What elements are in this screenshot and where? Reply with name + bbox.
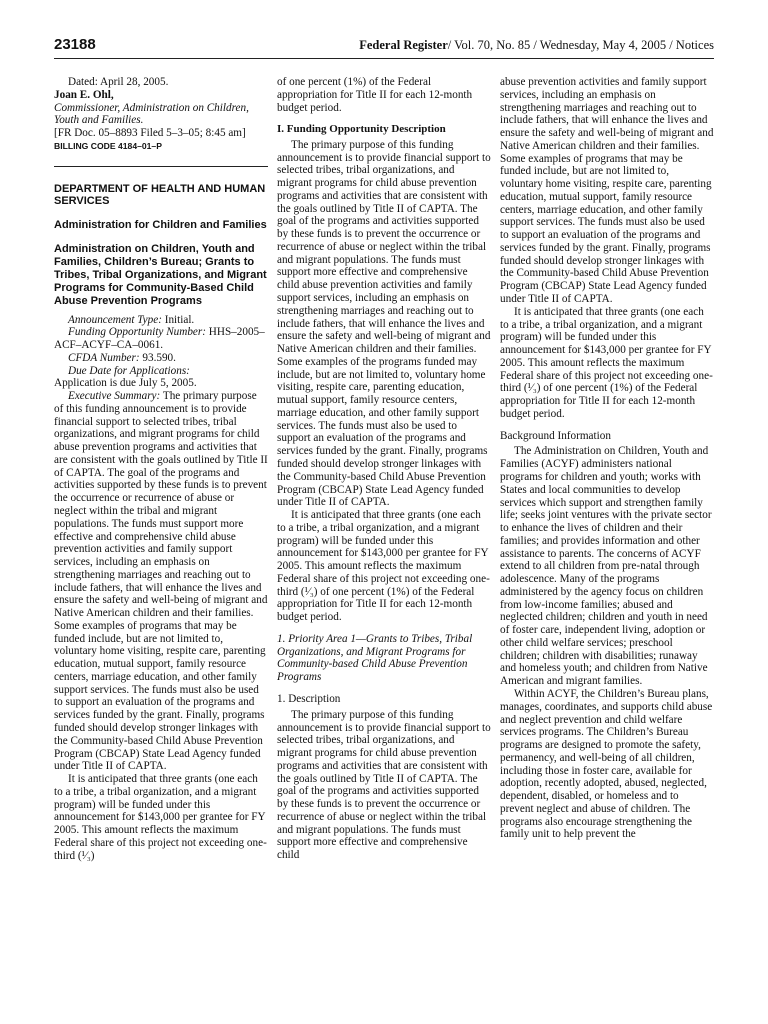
signer-title: Commissioner, Administration on Children, Youth and Families. [54,101,249,127]
due-date-value: Application is due July 5, 2005. [54,377,197,390]
executive-summary: Executive Summary: The primary purpose of this funding announcement is to provide financial support to selected tribes, tribal organizations, and migrant programs for child abuse prevention programs and activities that are consistent with the goals outlined by Title II of CAPTA. The goal of the programs and activities supported by these funds is to prevent the occurrence or recurrence of abuse or neglect within the tribal and migrant populations. The funds must support more effective and comprehensive child abuse prevention activities and family support services, including an emphasis on strengthening marriages and reaching out to include fathers, that will enhance the lives and ensure the safety and well-being of migrant and Native American children and their families. Some examples of programs that may be funded include, but are not limited to, voluntary home visiting, respite care, parenting education, mutual support, family resource centers, marriage education, and other family support services. The funds must also be used to support an evaluation of the programs and services funded by the grant. Finally, programs funded should develop stronger linkages with the Community-based Child Abuse Prevention Program (CBCAP) State Lead Agency funded under Title II of CAPTA. [54,390,268,773]
billing-code: BILLING CODE 4184–01–P [54,140,162,151]
page-number: 23188 [54,36,96,53]
background-heading: Background Information [500,429,611,442]
running-head [359,38,714,53]
funding-opportunity-number: Funding Opportunity Number: HHS–2005–ACF–ACYF–CA–0061. [54,326,265,352]
agency-heading: Administration for Children and Families [54,219,267,232]
continued-text: of one percent (1%) of the Federal appropriation for Title II for each 12-month budget period. [277,76,473,114]
column-2 [277,76,491,862]
anticipated-paragraph: It is anticipated that three grants (one each to a tribe, a tribal organization, and a migrant program) will be funded under this announcement for $143,000 per grantee for FY 2005. This amount reflects the maximum Federal share of this project not exceeding one-third (¹⁄₃) [54,773,267,862]
description-heading: 1. Description [277,692,341,705]
running-title: Federal Register [359,38,448,52]
department-heading: DEPARTMENT OF HEALTH AND HUMAN SERVICES [54,182,266,208]
continued-text: abuse prevention activities and family support services, including an emphasis on strengthening marriages and reaching out to include fathers, that will enhance the lives and ensure the safety and well-being of migrant and Native American children and their families. Some examples of programs that may be funded include, but are not limited to, voluntary home visiting, respite care, parenting education, mutual support, family resource centers, marriage education, and other family support services. The funds must also be used to support an evaluation of the programs and services funded by the grant. Finally, programs funded should develop stronger linkages with the Community-based Child Abuse Prevention Program (CBCAP) State Lead Agency funded under Title II of CAPTA. [500,76,714,306]
divider [54,166,268,167]
paragraph: The primary purpose of this funding announcement is to provide financial support to selected tribes, tribal organizations, and migrant programs for child abuse prevention programs and activities that are consistent with the goals outlined by Title II of CAPTA. The goal of the programs and activities supported by these funds is to prevent the occurrence or recurrence of abuse or neglect within the tribal and migrant populations. The funds must support more effective and comprehensive child abuse prevention activities and family support services, including an emphasis on strengthening marriages and reaching out to include fathers, that will enhance the lives and ensure the safety and well-being of migrant and Native American children and their families. Some examples of the programs funded may include, but are not limited to, voluntary home visiting, respite care, parenting education, mutual support, family resource centers, marriage education, and other family support services. The funds must also be used to support an evaluation of the programs and services funded by the grant. Finally, programs funded should develop stronger linkages with the Community-based Child Abuse Prevention Program (CBCAP) State Lead Agency funded under Title II of CAPTA. [277,138,491,509]
due-date-label: Due Date for Applications: [68,364,190,377]
fr-doc-line: [FR Doc. 05–8893 Filed 5–3–05; 8:45 am] [54,127,246,140]
paragraph: The Administration on Children, Youth and Families (ACYF) administers national programs for children and youth; works with States and local communities to develop services which support and strengthen family life; seeks joint ventures with the private sector to enhance the lives of children and their families; and provides information and other assistance to parents. The concerns of ACYF extend to all children from pre-natal through adolescence. Many of the programs administered by the agency focus on children from low-income families; abused and neglected children; children and youth in need of foster care, independent living, adoption or other child welfare services; preschool children; children with disabilities; runaway and homeless youth; and children from Native American and migrant families. [500,445,712,688]
priority-area-heading: 1. Priority Area 1—Grants to Tribes, Tribal Organizations, and Migrant Programs for Community-based Child Abuse Prevention Programs [277,632,473,684]
paragraph: It is anticipated that three grants (one each to a tribe, a tribal organization, and a migrant program) will be funded under this announcement for $143,000 per grantee for FY 2005. This amount reflects the maximum Federal share of this project not exceeding one-third (¹⁄₃) of one percent (1%) of the Federal appropriation for Title II for each 12-month budget period. [500,305,713,420]
dated-line: Dated: April 28, 2005. [68,76,169,88]
paragraph: It is anticipated that three grants (one each to a tribe, a tribal organization, and a migrant program) will be funded under this announcement for $143,000 per grantee for FY 2005. This amount reflects the maximum Federal share of this project not exceeding one-third (¹⁄₃) of one percent (1%) of the Federal appropriation for Title II for each 12-month budget period. [277,509,490,624]
paragraph: The primary purpose of this funding announcement is to provide financial support to selected tribes, tribal organizations, and migrant programs for child abuse prevention programs and activities that are consistent with the goals outlined by Title II of CAPTA. The goal of the programs and activities supported by these funds is to prevent the occurrence or recurrence of abuse or neglect within the tribal and migrant populations. The funds must support more effective and comprehensive child [277,708,491,862]
announcement-type: Announcement Type: Initial. [68,313,195,326]
column-1 [54,76,268,862]
running-detail: / Vol. 70, No. 85 / Wednesday, May 4, 2005 / Notices [447,38,714,52]
paragraph: Within ACYF, the Children’s Bureau plans, manages, coordinates, and supports child abuse and neglect prevention and child welfare services programs. The Children’s Bureau programs are designed to promote the safety, permanency, and well-being of all children, including those in foster care, available for adoption, recently adopted, abused, neglected, dependent, disabled, or homeless and to prevent neglect and abuse of children. The programs also encourage strengthening the family unit to help prevent the [500,687,713,841]
notice-title: Administration on Children, Youth and Families, Children’s Bureau; Grants to Tribes, Tribal Organizations, and Migrant Programs for Community-Based Child Abuse Prevention Programs [54,243,267,307]
page-header [54,36,714,59]
column-3 [500,76,714,841]
cfda-number: CFDA Number: 93.590. [68,351,176,364]
section-heading: I. Funding Opportunity Description [277,123,446,136]
signer-name: Joan E. Ohl, [54,88,114,101]
